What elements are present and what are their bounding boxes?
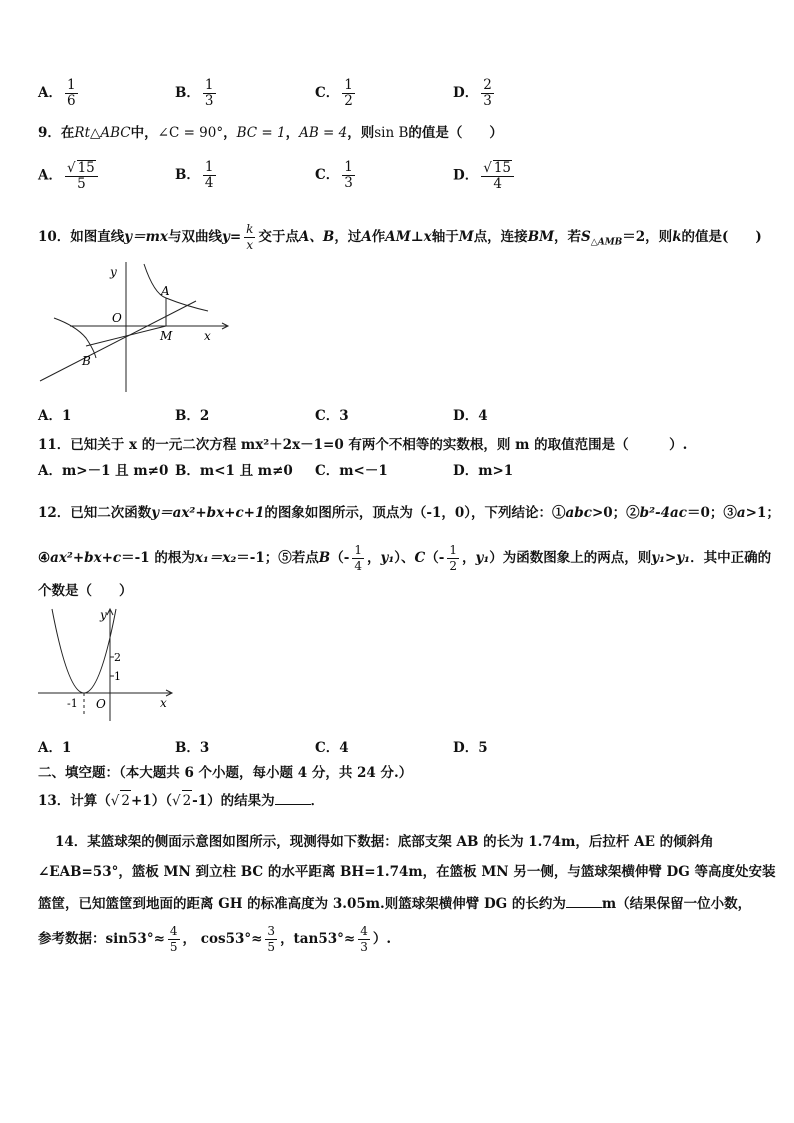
q14-answer-blank[interactable] xyxy=(566,907,602,908)
q12-option-a: A．1 xyxy=(38,740,72,756)
q9-stem: 9．在Rt△ABC中，∠C = 90°，BC = 1，AB = 4，则sin B的值是（ ） xyxy=(38,125,503,141)
q11-option-d: D．m>1 xyxy=(453,463,514,479)
q11-stem: 11．已知关于 x 的一元二次方程 mx²＋2x－1=0 有两个不相等的实数根，则 m 的取值范围是（ ）. xyxy=(38,437,688,453)
q11-option-a: A．m>－1 且 m≠0 xyxy=(38,463,169,479)
q8-option-a: A． $\frac{1}{6}$ xyxy=(38,77,76,109)
q10-hyperbola-lower xyxy=(54,318,96,358)
q10-label-x: x xyxy=(204,329,211,343)
q12-label-x: x xyxy=(160,696,167,710)
q12-line-3: 个数是（ ） xyxy=(38,583,133,599)
q9-option-a: A． $\frac{√ 15}{5}$ xyxy=(38,160,101,192)
q12-option-b: B．3 xyxy=(175,740,210,756)
q10-option-d: D．4 xyxy=(453,408,488,424)
q10-option-a: A．1 xyxy=(38,408,72,424)
q10-label-a: A xyxy=(161,284,170,298)
q13-stem: 13．计算（√ 2+1）（√ 2-1）的结果为 ． xyxy=(38,790,324,811)
q14-line-1: 14．某篮球架的侧面示意图如图所示，现测得如下数据：底部支架 AB 的长为 1.74m，后拉杆 AE 的倾斜角 xyxy=(55,834,714,850)
q8-option-d: D． $\frac{2}{3}$ xyxy=(453,77,492,109)
q10-stem: 10．如图直线y＝mx与双曲线y= $\frac{k}{x}$ 交于点A、B，过A作AM⊥x轴于M点，连接BM，若$S_{\triangle AMB}=2$，则k的值是( ) xyxy=(38,222,762,252)
q10-label-m: M xyxy=(160,329,173,343)
q14-line-4: 参考数据：sin53°≈ $\frac{4}{5}$ ， cos53°≈ $\frac{3}{5}$ ，tan53°≈ $\frac{4}{3}$ ）. xyxy=(38,924,392,954)
q10-label-b: B xyxy=(82,354,91,368)
q12-label-y: y xyxy=(100,608,107,622)
q11-option-c: C．m<－1 xyxy=(315,463,388,479)
q12-option-d: D．5 xyxy=(453,740,488,756)
q12-label-1: 1 xyxy=(114,670,121,683)
q9-option-c: C． $\frac{1}{3}$ xyxy=(315,159,353,191)
q14-line-3: 篮筐，已知篮筐到地面的距离 GH 的标准高度为 3.05m.则篮球架横伸臂 DG 的长约为 m（结果保留一位小数， xyxy=(38,896,752,912)
q12-line-2: ④ax²+bx+c＝-1 的根为x₁＝x₂＝-1；⑤若点B（- $\frac{1}{4}$ ，y₁）、C（- $\frac{1}{2}$ ，y₁）为函数图象上的两点，则y₁>y₁．其中正确的 xyxy=(38,543,772,573)
q11-option-b: B．m<1 且 m≠0 xyxy=(175,463,293,479)
q10-label-o: O xyxy=(112,311,122,325)
q10-label-y: y xyxy=(110,265,117,279)
q8-option-b: B． $\frac{1}{3}$ xyxy=(175,77,214,109)
q10-option-c: C．3 xyxy=(315,408,349,424)
q9-option-d: D． $\frac{√ 15}{4}$ xyxy=(453,160,517,192)
section-2-heading: 二、填空题：（本大题共 6 个小题，每小题 4 分，共 24 分.） xyxy=(38,765,413,781)
q12-label-o: O xyxy=(96,697,106,711)
q12-label-2: 2 xyxy=(114,651,121,664)
q12-option-c: C．4 xyxy=(315,740,349,756)
q12-label-neg1: -1 xyxy=(67,697,78,710)
q13-answer-blank[interactable] xyxy=(275,804,311,805)
q10-option-b: B．2 xyxy=(175,408,210,424)
q14-line-2: ∠EAB=53°，篮板 MN 到立柱 BC 的水平距离 BH=1.74m，在篮板 MN 另一侧，与篮球架横伸臂 DG 等高度处安装 xyxy=(38,864,776,880)
q10-graph xyxy=(36,258,236,394)
q9-option-b: B． $\frac{1}{4}$ xyxy=(175,159,214,191)
q8-option-c: C． $\frac{1}{2}$ xyxy=(315,77,353,109)
q12-line-1: 12．已知二次函数y＝ax²+bx+c+1的图象如图所示，顶点为（-1，0），下列结论：①abc>0；②b²-4ac＝0；③a>1； xyxy=(38,505,780,521)
q12-graph xyxy=(36,605,176,723)
q10-hyperbola-upper xyxy=(144,264,208,311)
